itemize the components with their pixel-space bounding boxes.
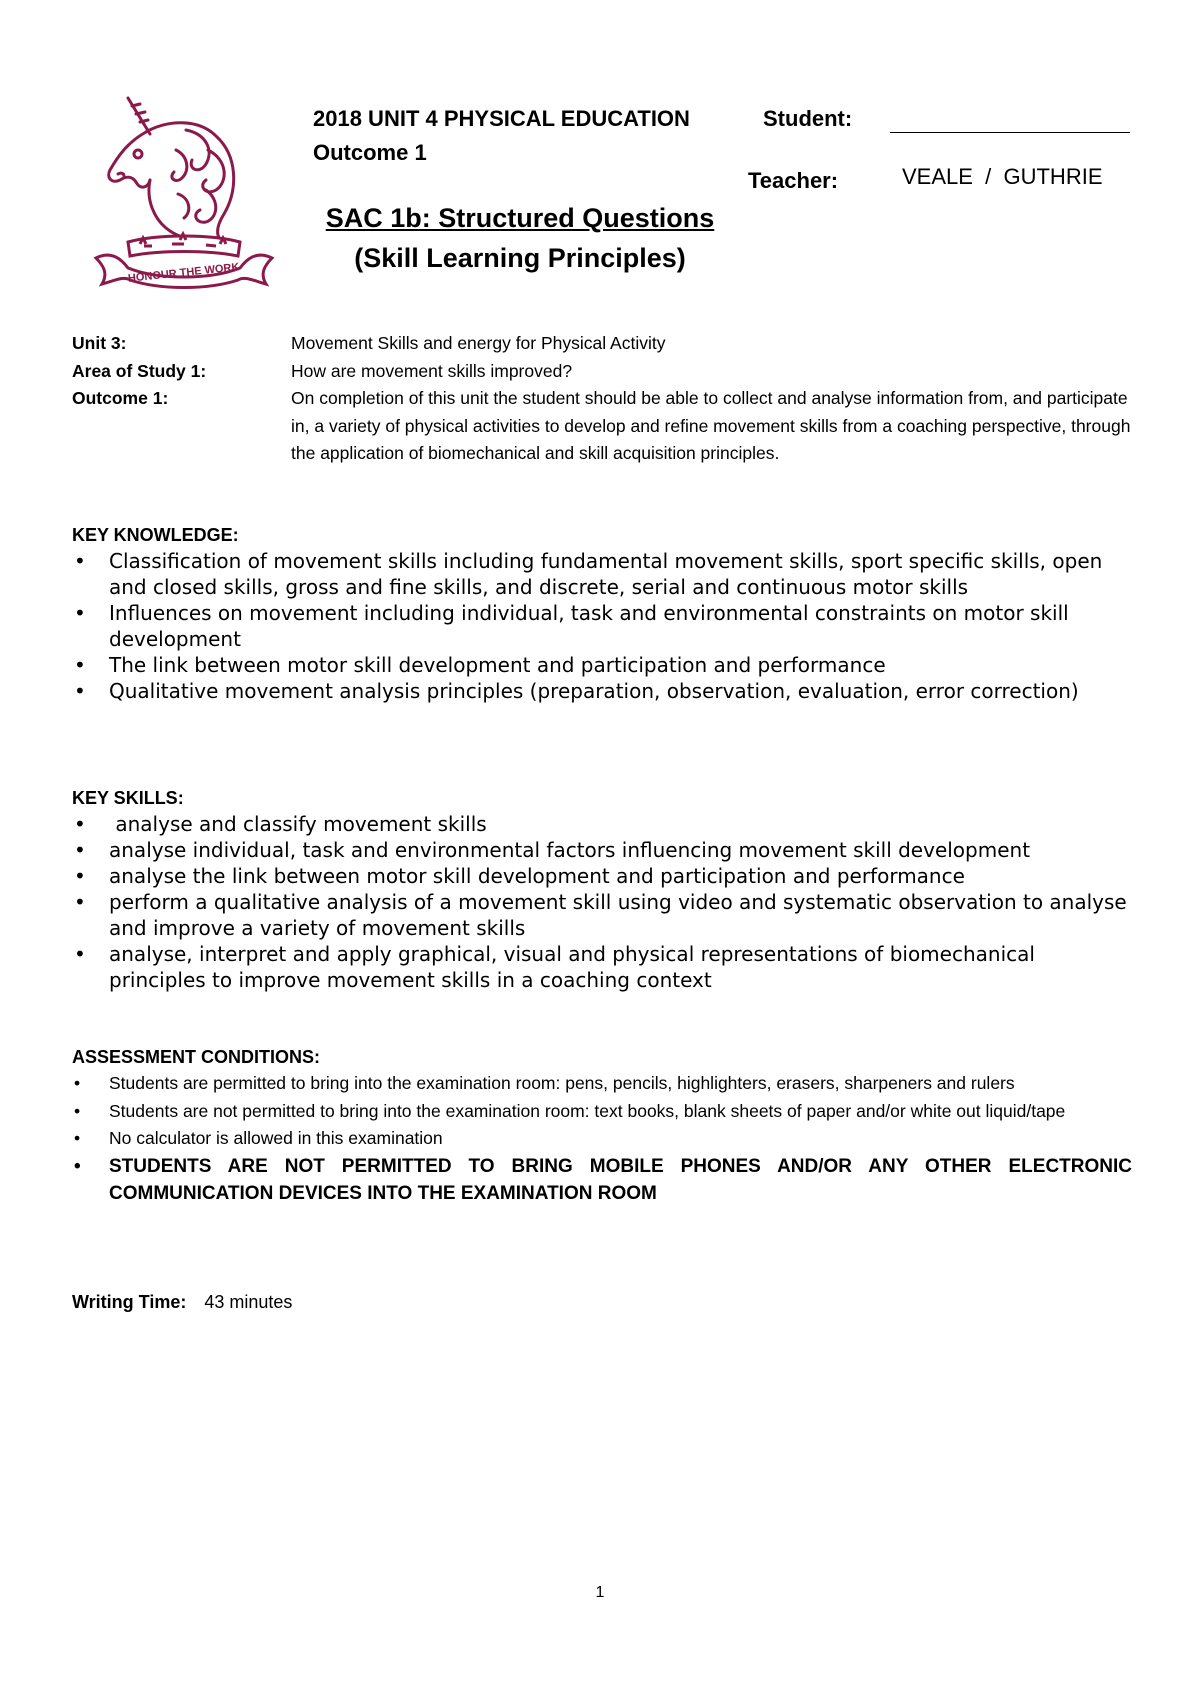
assessment-conditions-heading: ASSESSMENT CONDITIONS: xyxy=(72,1047,321,1067)
bullet-icon: • xyxy=(74,653,86,677)
unit-info-table xyxy=(72,330,1132,468)
key-skills-heading: KEY SKILLS: xyxy=(72,788,184,808)
list-item: • Students are permitted to bring into the examination room: pens, pencils, highlighters, erasers, sharpeners and rulers xyxy=(72,1070,1132,1098)
list-item: • analyse, interpret and apply graphical, visual and physical representations of biomechanical principles to improve movement skills in a coaching context xyxy=(74,942,1035,992)
list-item: • Students are not permitted to bring into the examination room: text books, blank sheets of paper and/or white out liquid/tape xyxy=(72,1098,1132,1126)
student-name-line[interactable] xyxy=(890,132,1130,133)
info-label: Outcome 1: xyxy=(72,388,169,408)
bullet-icon: • xyxy=(74,1100,81,1121)
list-item: • analyse individual, task and environmental factors influencing movement skill development xyxy=(74,838,1031,862)
info-label: Area of Study 1: xyxy=(72,360,207,381)
student-label: Student: xyxy=(763,106,853,131)
list-item: • No calculator is allowed in this examination xyxy=(72,1125,1132,1153)
bullet-icon: • xyxy=(74,838,86,862)
bullet-icon: • xyxy=(74,679,86,703)
key-knowledge-list xyxy=(72,548,1132,704)
teacher-value: VEALE / GUTHRIE xyxy=(902,164,1103,189)
list-item: • analyse the link between motor skill development and participation and performance xyxy=(74,864,965,888)
info-row-outcome xyxy=(72,385,1132,468)
info-row-area-of-study xyxy=(72,358,1132,386)
key-skills-section xyxy=(72,785,1132,993)
motto-text: HONOUR THE WORK xyxy=(127,261,240,285)
writing-time-label: Writing Time: xyxy=(72,1292,187,1312)
info-label: Unit 3: xyxy=(72,333,127,353)
bullet-icon: • xyxy=(74,601,86,625)
page-number: 1 xyxy=(595,1584,605,1601)
bullet-icon: • xyxy=(74,812,86,836)
list-item: • Influences on movement including individual, task and environmental constraints on motor skill development xyxy=(74,601,1069,651)
bullet-icon: • xyxy=(74,890,86,914)
list-item: • perform a qualitative analysis of a movement skill using video and systematic observation to analyse and improve a variety of movement skills xyxy=(74,890,1127,940)
bullet-icon: • xyxy=(74,942,86,966)
teacher-label: Teacher: xyxy=(748,168,839,193)
list-item: • Classification of movement skills including fundamental movement skills, sport specific skills, open and closed skills, gross and fine skills, and discrete, serial and continuous motor skills xyxy=(74,549,1103,599)
school-crest-logo xyxy=(88,90,280,290)
bullet-icon: • xyxy=(74,1073,81,1093)
info-value: On completion of this unit the student should be able to collect and analyse information from, and participate in, a variety of physical activities to develop and refine movement skills from a coaching perspective, through the application of biomechanical and skill acquisition principles. xyxy=(291,388,1131,463)
info-value: How are movement skills improved? xyxy=(291,360,573,381)
title-line-2: Outcome 1 xyxy=(313,140,427,165)
sac-title xyxy=(300,198,740,278)
assessment-conditions-section xyxy=(72,1044,1132,1208)
bullet-icon: • xyxy=(74,549,86,573)
writing-time xyxy=(72,1288,292,1316)
title-line-1: 2018 UNIT 4 PHYSICAL EDUCATION xyxy=(313,106,690,131)
list-item: • analyse and classify movement skills xyxy=(74,812,487,836)
writing-time-value: 43 minutes xyxy=(204,1292,293,1312)
bullet-icon: • xyxy=(74,1155,81,1177)
key-knowledge-section xyxy=(72,522,1132,704)
info-row-unit xyxy=(72,330,1132,358)
list-item: • The link between motor skill development and participation and performance xyxy=(74,653,886,677)
info-value: Movement Skills and energy for Physical Activity xyxy=(291,333,666,353)
document-title xyxy=(313,102,690,170)
bullet-icon: • xyxy=(74,1128,81,1148)
list-item-warning: • STUDENTS ARE NOT PERMITTED TO BRING MOBILE PHONES AND/OR ANY OTHER ELECTRONIC COMMUNICATION DEVICES INTO THE EXAMINATION ROOM xyxy=(72,1153,1132,1208)
key-knowledge-heading: KEY KNOWLEDGE: xyxy=(72,525,239,545)
key-skills-list xyxy=(72,811,1132,993)
bullet-icon: • xyxy=(74,864,86,888)
sac-title-line-2: (Skill Learning Principles) xyxy=(354,243,686,273)
assessment-conditions-list xyxy=(72,1070,1132,1208)
sac-title-line-1: SAC 1b: Structured Questions xyxy=(325,203,715,233)
list-item: • Qualitative movement analysis principles (preparation, observation, evaluation, error correction) xyxy=(74,679,1079,703)
